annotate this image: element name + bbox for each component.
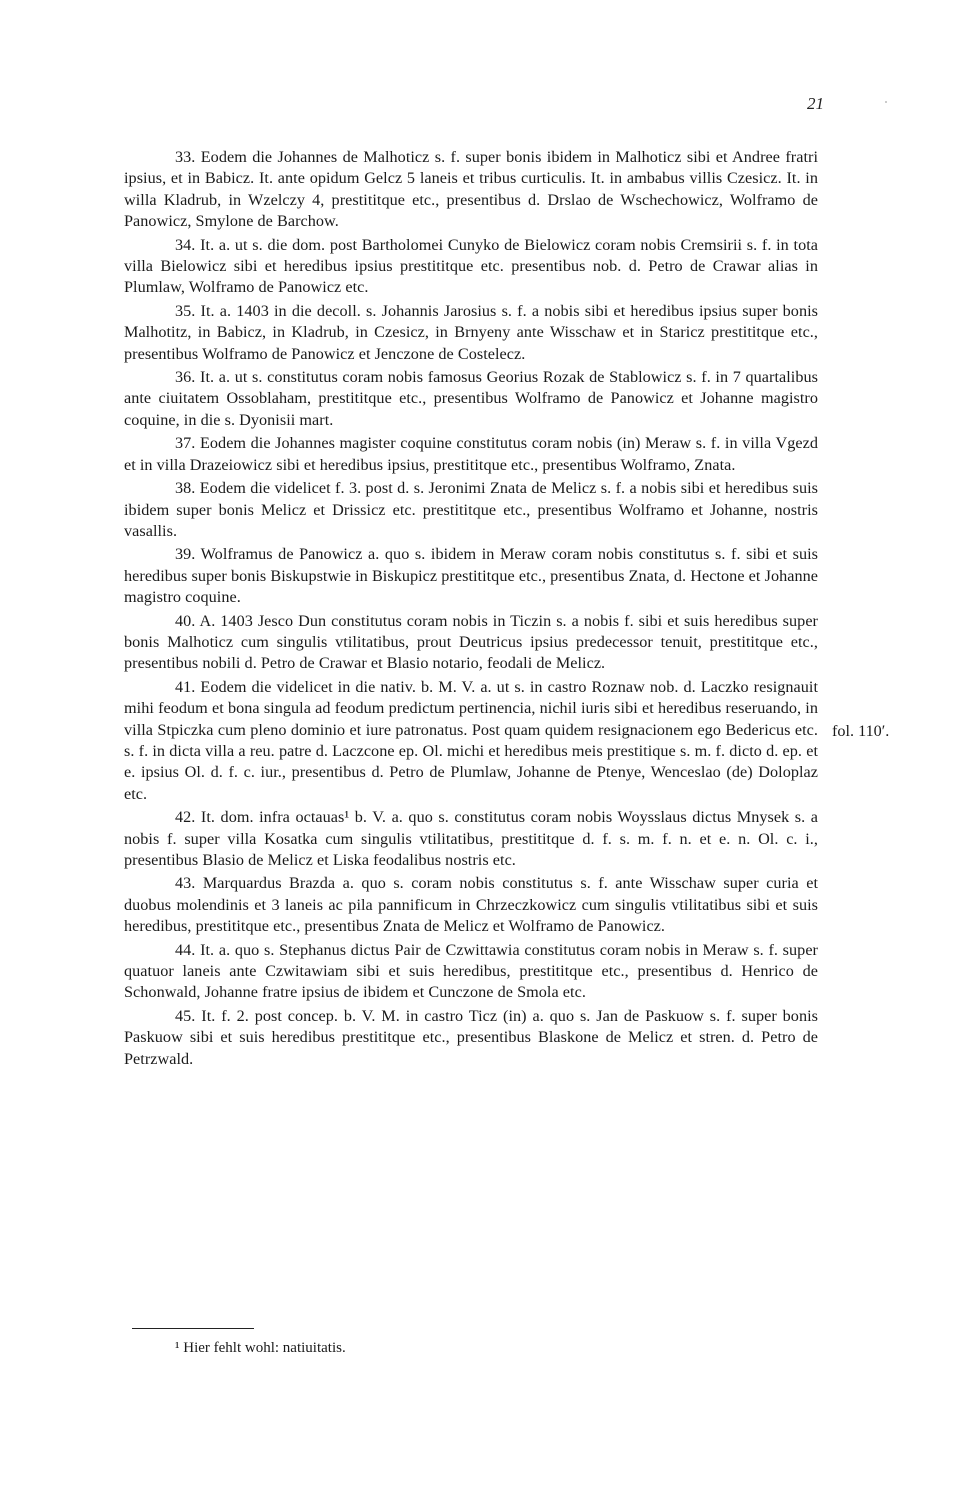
entry-44: 44. It. a. quo s. Stephanus dictus Pair de Czwittawia constitutus coram nobis in Meraw s. f. super quatuor laneis ante Czwitawiam sibi et suis heredibus, prestititque etc., presentibus d. Henrico de Schonwald, Johanne fratre ipsius de ibidem et Cunczone de Smola etc.	[124, 940, 818, 1002]
entry-39: 39. Wolframus de Panowicz a. quo s. ibidem in Meraw coram nobis constitutus s. f. sibi et suis heredibus super bonis Biskupstwie in Biskupicz prestititque etc., presentibus Znata, d. Hectone et Johanne magistro coquine.	[124, 545, 818, 607]
page-number: 21	[807, 94, 824, 113]
entry-34: 34. It. a. ut s. die dom. post Bartholomei Cunyko de Bielowicz coram nobis Cremsirii s. f. in tota villa Bielowicz sibi et heredibus ipsius prestititque etc. presentibus nob. d. Petro de Crawar alias in Plumlaw, Wolframo de Panowicz etc.	[124, 235, 818, 297]
footnote: ¹ Hier fehlt wohl: natiuitatis.	[175, 1340, 346, 1356]
entry-37: 37. Eodem die Johannes magister coquine constitutus coram nobis (in) Meraw s. f. in villa Vgezd et in villa Drazeiowicz sibi et heredibus ipsius, prestititque etc., presentibus Wolframo, Znata.	[124, 434, 818, 474]
entry-40: 40. A. 1403 Jesco Dun constitutus coram nobis in Ticzin s. a nobis f. sibi et suis heredibus super bonis Malhoticz cum singulis vtilitatibus, prout Deutricus ipsius predecessor tenuit, prestititque etc., presentibus nobili d. Petro de Crawar et Blasio notario, feodali de Melicz.	[124, 611, 818, 673]
entry-33: 33. Eodem die Johannes de Malhoticz s. f. super bonis ibidem in Malhoticz sibi et Andree fratri ipsius, et in Babicz. It. ante opidum Gelcz 5 laneis et tribus curticulis. It. in ambabus villis Czesicz. It. in willa Kladrub, in Wzelczy 4, prestititque etc., presentibus d. Drslao de Wschechowicz, Wolframo de Panowicz, Smylone de Barchow.	[124, 148, 818, 231]
scan-speck	[885, 101, 887, 103]
entry-42: 42. It. dom. infra octauas¹ b. V. a. quo s. constitutus coram nobis Woysslaus dictus Mnysek s. a nobis f. super villa Kosatka cum singulis vtilitatibus, prestititque d. f. s. m. f. n. et e. n. Ol. c. i., presentibus Blasio de Melicz et Liska feodalibus nostris etc.	[124, 808, 818, 869]
entry-45: 45. It. f. 2. post concep. b. V. M. in castro Ticz (in) a. quo s. Jan de Paskuow s. f. super bonis Paskuow sibi et suis heredibus prestititque etc., presentibus Blaskone de Melicz et stren. d. Petro de Petrzwald.	[124, 1006, 818, 1068]
margin-folio-note: fol. 110′.	[832, 722, 890, 740]
footnote-divider	[132, 1328, 254, 1329]
entry-36: 36. It. a. ut s. constitutus coram nobis famosus Georius Rozak de Stablowicz s. f. in 7 quartalibus ante ciuitatem Ossoblaham, prestititque etc., presentibus Wolframo de Panowicz et Johanne magistro coquine, in die s. Dyonisii mart.	[124, 368, 818, 429]
entry-43: 43. Marquardus Brazda a. quo s. coram nobis constitutus s. f. ante Wisschaw super curia et duobus molendinis et 3 laneis ac pila pannificum in Chrzeczkowicz cum singulis vtilitatibus sibi et suis heredibus, prestititque etc., presentibus Znata de Melicz et Wolframo de Panowicz.	[124, 874, 818, 936]
main-text	[124, 147, 818, 1072]
entry-41: 41. Eodem die videlicet in die nativ. b. M. V. a. ut s. in castro Roznaw nob. d. Laczko resignauit mihi feodum et bona singula ad feodum predictum pertinencia, nichil iuris sibi et heredibus reseruando, in villa Stpiczka cum pleno dominio et iure patronatus. Post quam quidem resignacionem ego Bedericus etc. s. f. in dicta villa a reu. patre d. Laczcone ep. Ol. michi et heredibus meis prestitique s. m. f. dicto d. ep. et e. ipsius Ol. d. f. c. iur., presentibus d. Petro de Plumlaw, Johanne de Ptenye, Wenceslao (de) Doloplaz etc.	[124, 677, 818, 803]
entry-38: 38. Eodem die videlicet f. 3. post d. s. Jeronimi Znata de Melicz s. f. a nobis sibi et heredibus suis ibidem super bonis Melicz et Drissicz etc. prestititque etc., presentibus Wolframo et Johanne, nostris vasallis.	[124, 479, 818, 540]
entry-35: 35. It. a. 1403 in die decoll. s. Johannis Jarosius s. f. a nobis sibi et heredibus ipsius super bonis Malhotitz, in Babicz, in Kladrub, in Czesicz, in Brnyeny ante Wisschaw et in Staricz prestititque etc., presentibus Wolframo de Panowicz et Jenczone de Costelecz.	[124, 301, 818, 363]
